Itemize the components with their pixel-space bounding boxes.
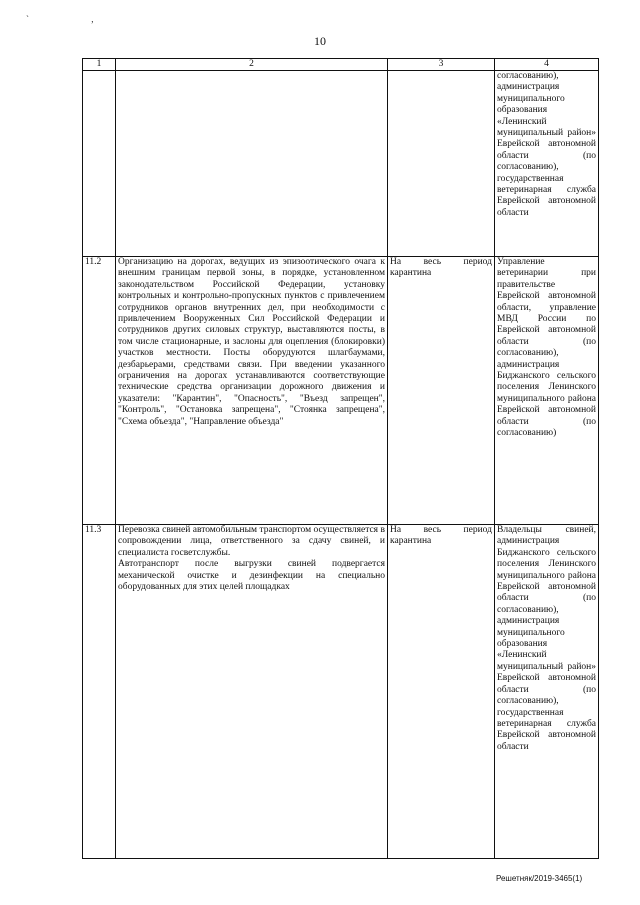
- table-header-row: [83, 59, 599, 71]
- period-cell: [388, 71, 495, 257]
- measure-paragraph: Организацию на дорогах, ведущих из эпизоотического очага к внешним границам первой зоны, в порядке, установленном законодательством Российской Федерации, установку контрольных и контрольно-пропускных пунктов с привлечением сотрудников органов внутренних дел, при необходимости с привлечением Вооруженных Сил Российской Федерации и сотрудников других силовых структур, выставляются посты, в том числе стационарные, и заслоны для оцепления (блокировки) участков местности. Посты оборудуются шлагбаумами, дезбарьерами, средствами связи. При введении указанного ограничения на дорогах устанавливаются соответствующие технические средства организации дорожного движения и указатели: "Карантин", "Опасность", "Въезд запрещен", "Контроль", "Остановка запрещена", "Стоянка запрещена", "Схема объезда", "Направление объезда": [118, 257, 385, 427]
- table-row: [83, 525, 599, 859]
- row-number: 11.3: [83, 525, 116, 859]
- table-row: [83, 71, 599, 257]
- table-row: [83, 257, 599, 525]
- document-reference: Решетняк/2019-3465(1): [496, 874, 583, 883]
- measure-cell: [116, 525, 388, 859]
- column-header: 2: [116, 59, 388, 71]
- measure-cell: [116, 71, 388, 257]
- measure-paragraph: Автотранспорт после выгрузки свиней подвергается механической очистке и дезинфекции на специально оборудованных для этих целей площадках: [118, 559, 385, 593]
- responsible-cell: Управление ветеринарии при правительстве Еврейской автономной области, управление МВД России по Еврейской автономной области (по согласованию), администрация Биджанского сельского поселения Ленинского муниципального района Еврейской автономной области (по согласованию): [495, 257, 599, 525]
- measures-table: [82, 58, 599, 859]
- corner-marks: ` ,: [26, 14, 124, 24]
- row-number: 11.2: [83, 257, 116, 525]
- column-header: 4: [495, 59, 599, 71]
- column-header: 3: [388, 59, 495, 71]
- responsible-cell: Владельцы свиней, администрация Биджанского сельского поселения Ленинского муниципального района Еврейской автономной области (по согласованию), администрация муниципального образования «Ленинский муниципальный район» Еврейской автономной области (по согласованию), государственная ветеринарная служба Еврейской автономной области: [495, 525, 599, 859]
- responsible-cell: согласованию), администрация муниципального образования «Ленинский муниципальный район» Еврейской автономной области (по согласованию), государственная ветеринарная служба Еврейской автономной области: [495, 71, 599, 257]
- row-number: [83, 71, 116, 257]
- page-number: 10: [314, 34, 326, 48]
- period-cell: На весь период карантина: [388, 257, 495, 525]
- column-header: 1: [83, 59, 116, 71]
- measure-paragraph: Перевозка свиней автомобильным транспортом осуществляется в сопровождении лица, ответственного за сдачу свиней, и специалиста госветслужбы.: [118, 525, 385, 558]
- period-cell: На весь период карантина: [388, 525, 495, 859]
- measure-cell: [116, 257, 388, 525]
